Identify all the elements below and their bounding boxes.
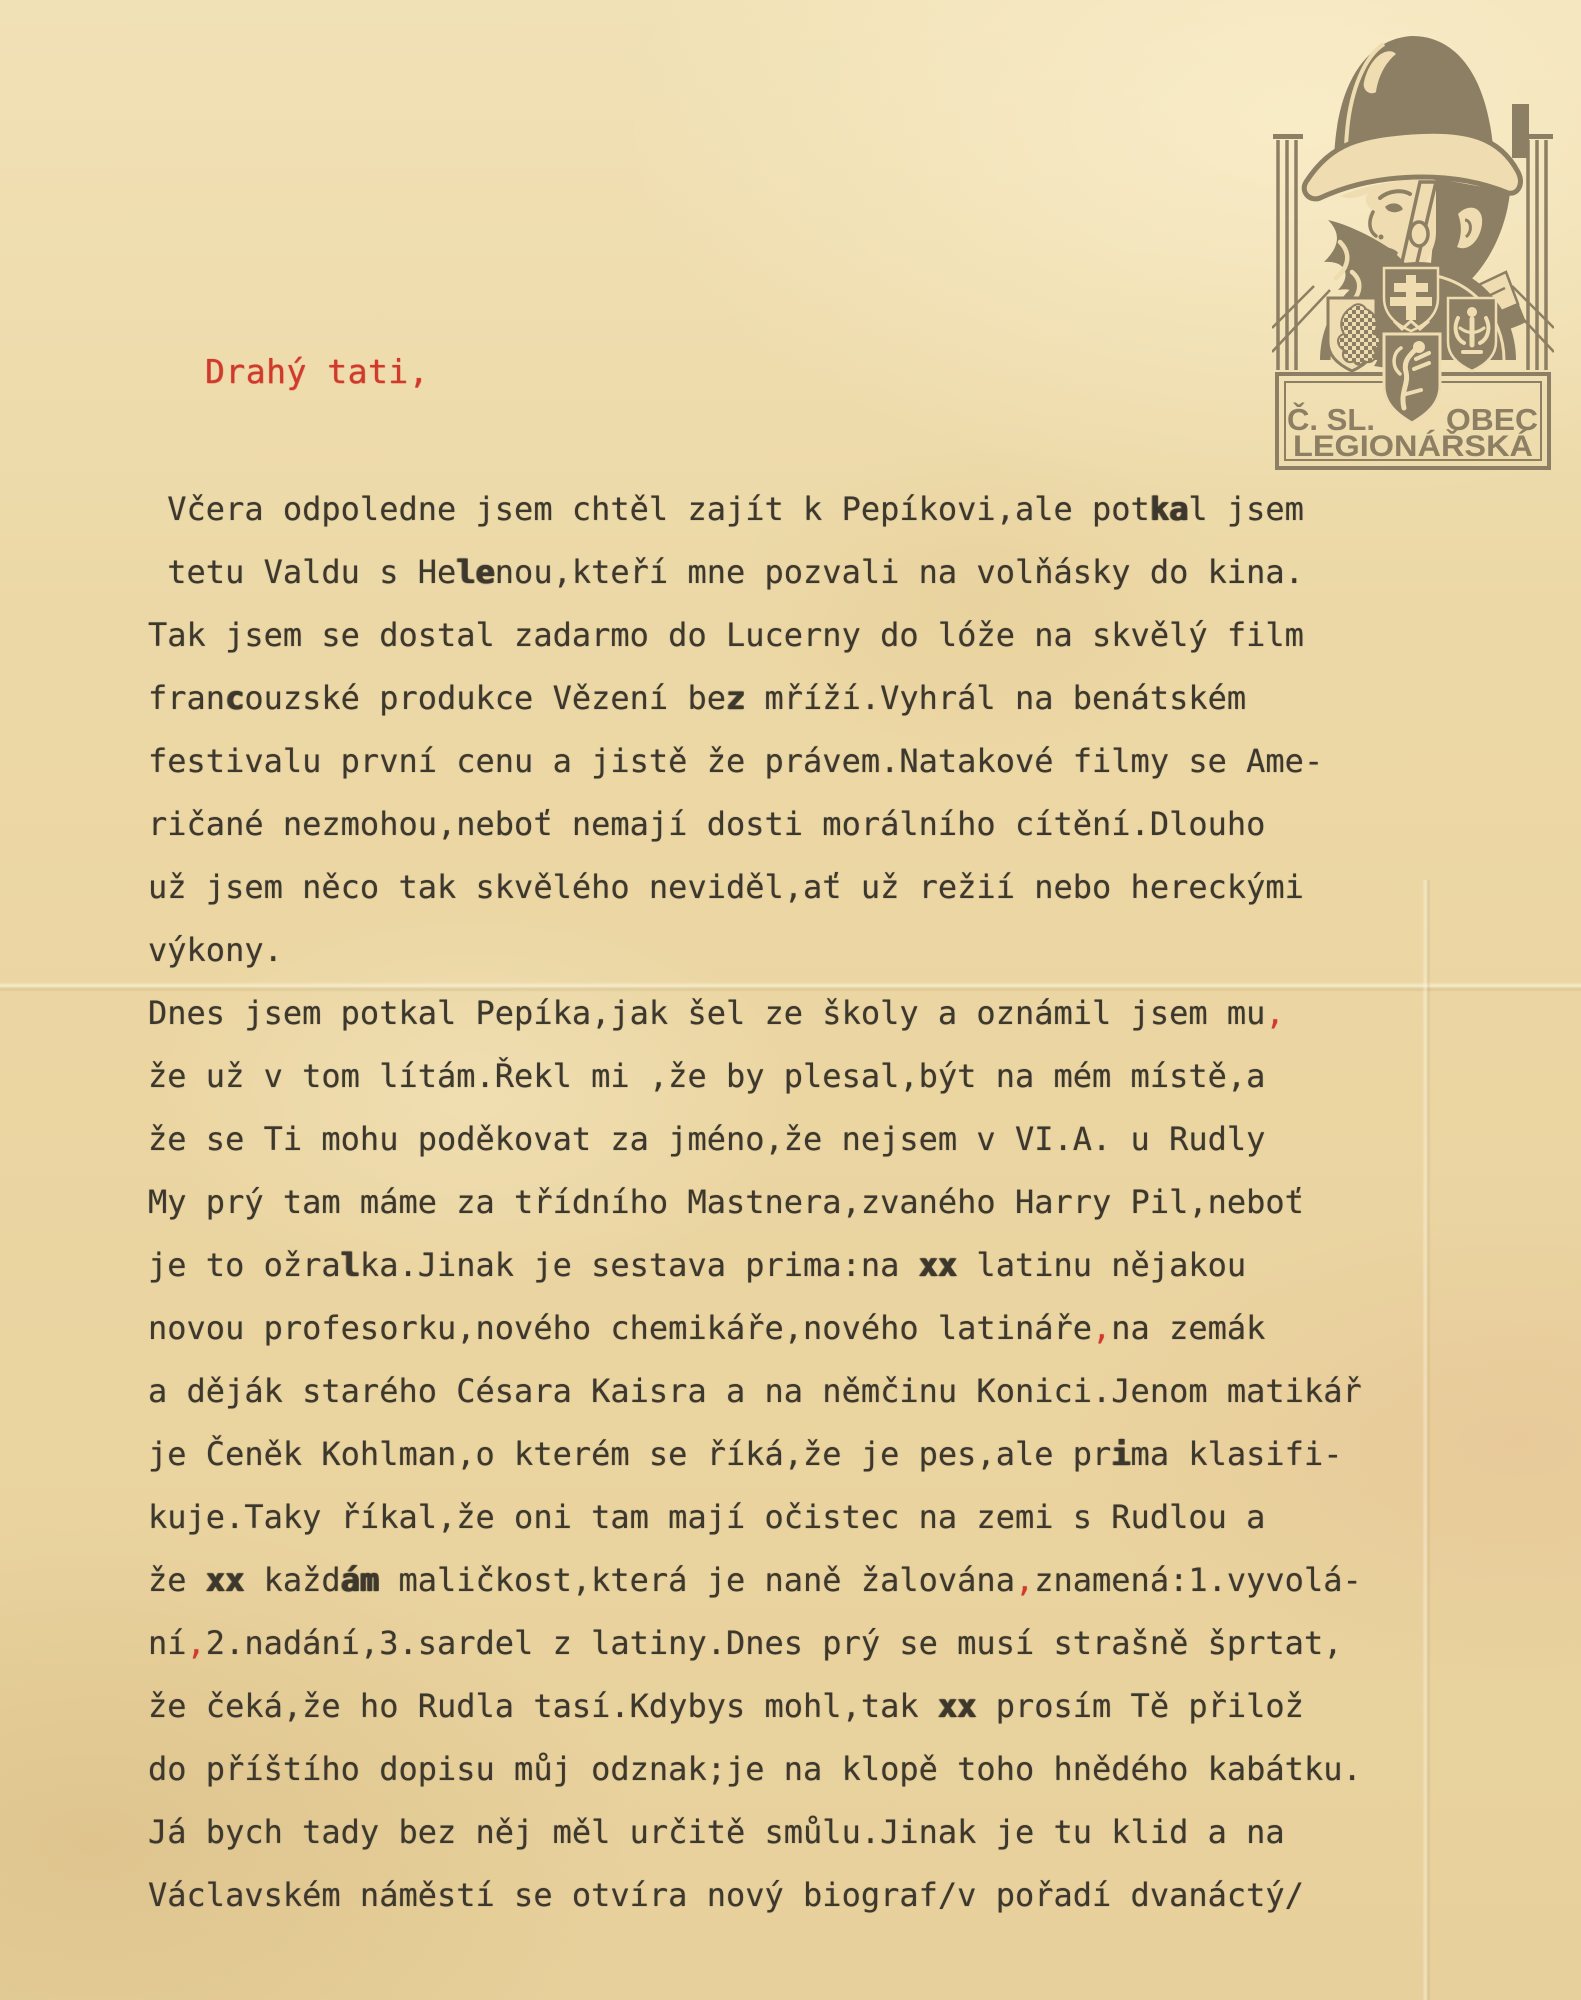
letter-line xyxy=(148,1675,1362,1738)
letter-line xyxy=(148,478,1362,541)
letter-line xyxy=(148,1423,1362,1486)
typed-text: ma klasifi- xyxy=(1130,1435,1343,1473)
typed-text: že se Ti mohu poděkovat za jméno,že nejsem v VI.A. u Rudly xyxy=(148,1120,1266,1158)
typed-text: prosím Tě přilož xyxy=(976,1687,1304,1725)
overstruck-text: xx xyxy=(918,1246,958,1284)
letter-line xyxy=(148,919,1362,982)
typed-text: na zemák xyxy=(1111,1309,1266,1347)
letter-line xyxy=(148,541,1362,604)
moravian-eagle-shield-icon xyxy=(1328,298,1380,371)
red-typed-text: , xyxy=(186,1624,206,1662)
letter-line xyxy=(148,856,1362,919)
letter-line xyxy=(148,1486,1362,1549)
overstruck-text: le xyxy=(456,553,495,591)
typed-text: maličkost,která je naně žalována xyxy=(379,1561,1015,1599)
typed-text: mříží.Vyhrál na benátském xyxy=(745,679,1247,717)
emblem-text-legionarska: LEGIONÁŘSKÁ xyxy=(1293,430,1515,463)
letter-line xyxy=(148,1360,1362,1423)
typed-text: každ xyxy=(244,1561,341,1599)
typed-text: je to ožra xyxy=(148,1246,341,1284)
letter-line xyxy=(148,1045,1362,1108)
letter-line xyxy=(148,1612,1362,1675)
overstruck-text: z xyxy=(725,679,746,717)
red-typed-text: , xyxy=(1265,994,1285,1032)
typed-text: l jsem xyxy=(1188,490,1304,528)
overstruck-text: xx xyxy=(937,1687,977,1725)
letter-line xyxy=(148,1738,1362,1801)
typed-text: festivalu první cenu a jistě že právem.Natakové filmy se Ame- xyxy=(148,742,1324,780)
letter-line xyxy=(148,1297,1362,1360)
typed-text: ouzské produkce Vězení be xyxy=(244,679,726,717)
letter-line xyxy=(148,793,1362,856)
letter-line xyxy=(148,1801,1362,1864)
overstruck-text: i xyxy=(1111,1435,1131,1473)
typed-text: je Čeněk Kohlman,o kterém se říká,že je pes,ale pr xyxy=(148,1435,1112,1473)
typed-text: nou,kteří mne pozvali na volňásky do kina. xyxy=(494,553,1304,591)
overstruck-text: l xyxy=(340,1246,360,1284)
typed-text: že xyxy=(148,1561,206,1599)
letter-line xyxy=(148,1234,1362,1297)
typed-text: fran xyxy=(148,679,226,717)
letter-line xyxy=(148,1864,1362,1927)
typed-text: My prý tam máme za třídního Mastnera,zvaného Harry Pil,neboť xyxy=(148,1183,1304,1221)
typed-text: výkony. xyxy=(148,931,283,969)
typed-text: ní xyxy=(148,1624,187,1662)
typed-text: 2.nadání,3.sardel z latiny.Dnes prý se musí strašně šprtat, xyxy=(205,1624,1343,1662)
letter-line xyxy=(148,604,1362,667)
typed-text: novou profesorku,nového chemikáře,nového latináře xyxy=(148,1309,1093,1347)
bohemian-lion-shield-icon xyxy=(1384,334,1440,423)
letter-line xyxy=(148,982,1362,1045)
typed-text: Včera odpoledne jsem chtěl zajít k Pepíkovi,ale pot xyxy=(148,490,1150,528)
red-typed-text: , xyxy=(1014,1561,1035,1599)
typed-text: a děják starého Césara Kaisra a na němčinu Konici.Jenom matikář xyxy=(148,1372,1362,1410)
typed-text: už jsem něco tak skvělého neviděl,ať už režií nebo hereckými xyxy=(148,868,1304,906)
letter-line xyxy=(148,667,1362,730)
typed-text: Dnes jsem potkal Pepíka,jak šel ze školy a oznámil jsem mu xyxy=(148,994,1266,1032)
letter-body xyxy=(148,478,1362,1927)
salutation: Drahý tati, xyxy=(205,352,430,391)
typed-text: znamená:1.vyvolá- xyxy=(1034,1561,1362,1599)
letter-line xyxy=(148,730,1362,793)
typed-text: tetu Valdu s He xyxy=(148,553,457,591)
typed-text: Václavském náměstí se otvíra nový biograf/v pořadí dvanáctý/ xyxy=(148,1876,1304,1914)
paper-fold-crease-vertical xyxy=(1422,880,1431,2000)
overstruck-text: ka xyxy=(1149,490,1189,528)
letter-line xyxy=(148,1108,1362,1171)
typed-text: Já bych tady bez něj měl určitě smůlu.Jinak je tu klid a na xyxy=(148,1813,1285,1851)
overstruck-text: c xyxy=(225,679,245,717)
typed-text: že čeká,že ho Rudla tasí.Kdybys mohl,tak xyxy=(148,1687,938,1725)
typed-text: ričané nezmohou,neboť nemají dosti morálního cítění.Dlouho xyxy=(148,805,1266,843)
typed-text: do příštího dopisu můj odznak;je na klopě toho hnědého kabátku. xyxy=(148,1750,1362,1788)
typed-text: ka.Jinak je sestava prima:na xyxy=(359,1246,919,1284)
legionnaire-emblem-icon xyxy=(1272,22,1554,474)
typed-text: kuje.Taky říkal,že oni tam mají očistec na zemi s Rudlou a xyxy=(148,1498,1266,1536)
typed-text: Tak jsem se dostal zadarmo do Lucerny do lóže na skvělý film xyxy=(148,616,1304,654)
silesian-eagle-shield-icon xyxy=(1448,298,1496,371)
emblem-text-csl: Č. SL. xyxy=(1287,402,1375,437)
emblem-text-obec: OBEC xyxy=(1446,402,1538,437)
typed-text: že už v tom lítám.Řekl mi ,že by plesal,být na mém místě,a xyxy=(148,1057,1266,1095)
typed-text: latinu nějakou xyxy=(957,1246,1247,1284)
overstruck-text: xx xyxy=(205,1561,245,1599)
letter-line xyxy=(148,1549,1362,1612)
red-typed-text: , xyxy=(1092,1309,1112,1347)
letter-line xyxy=(148,1171,1362,1234)
overstruck-text: ám xyxy=(340,1561,380,1599)
